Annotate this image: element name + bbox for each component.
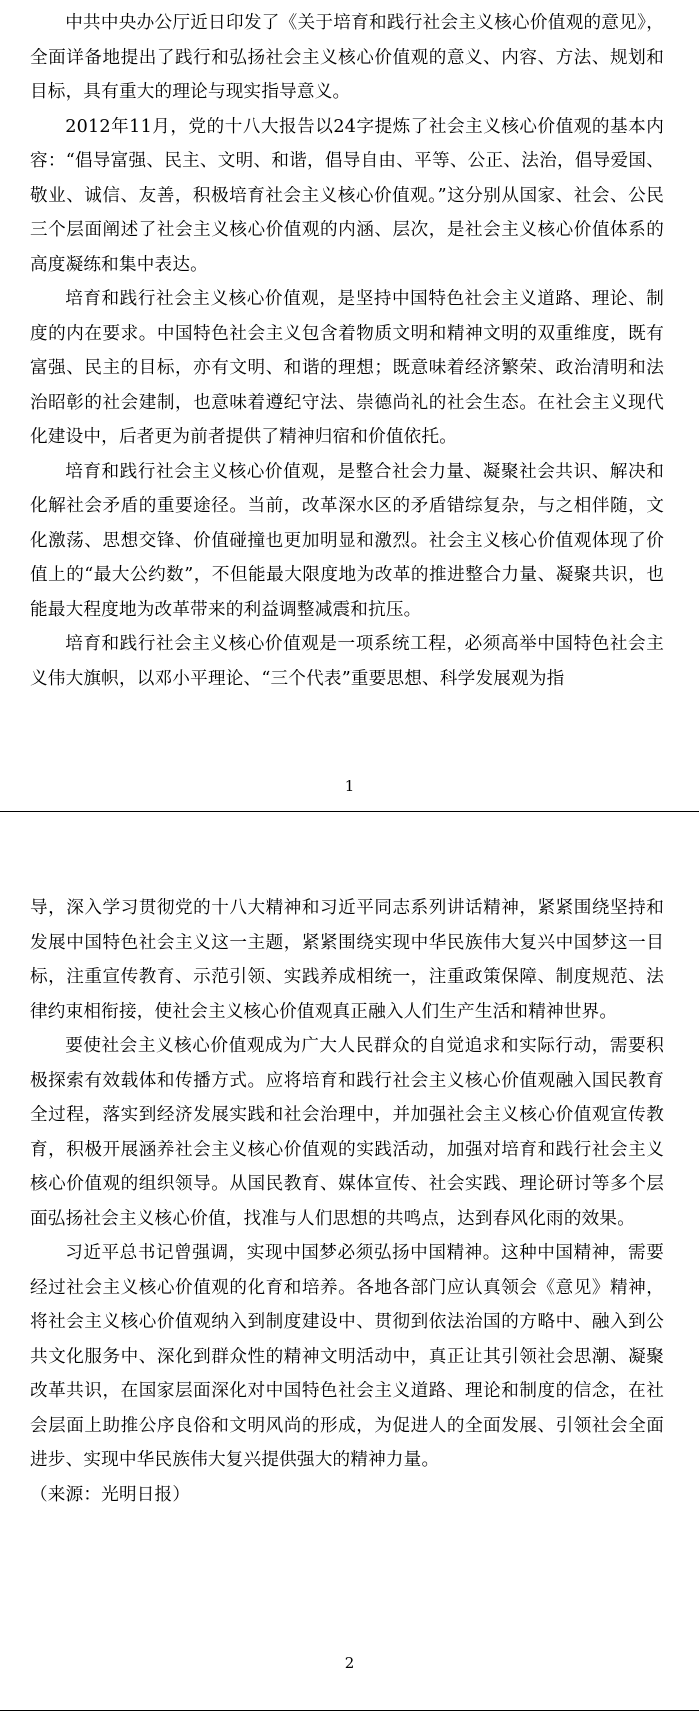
paragraph: 习近平总书记曾强调，实现中国梦必须弘扬中国精神。这种中国精神，需要经过社会主义核心价值观的化育和培养。各地各部门应认真领会《意见》精神，将社会主义核心价值观纳入到制度建设中、贯彻到依法治国的方略中、融入到公共文化服务中、深化到群众性的精神文明活动中，真正让其引领社会思潮、凝聚改革共识，在国家层面深化对中国特色社会主义道路、理论和制度的信念，在社会层面上助推公序良俗和文明风尚的形成，为促进人的全面发展、引领社会全面进步、实现中华民族伟大复兴提供强大的精神力量。 bbox=[30, 1243, 664, 1470]
page-number: 1 bbox=[344, 777, 355, 795]
page-divider bbox=[0, 1710, 699, 1711]
paragraph: 培育和践行社会主义核心价值观，是坚持中国特色社会主义道路、理论、制度的内在要求。中国特色社会主义包含着物质文明和精神文明的双重维度，既有富强、民主的目标，亦有文明、和谐的理想；既意味着经济繁荣、政治清明和法治昭彰的社会建制，也意味着遵纪守法、崇德尚礼的社会生态。在社会主义现代化建设中，后者更为前者提供了精神归宿和价值依托。 bbox=[30, 289, 664, 447]
paragraph: 2012年11月，党的十八大报告以24字提炼了社会主义核心价值观的基本内容：“倡导富强、民主、文明、和谐，倡导自由、平等、公正、法治，倡导爱国、敬业、诚信、友善，积极培育社会主义核心价值观。”这分别从国家、社会、公民三个层面阐述了社会主义核心价值观的内涵、层次，是社会主义核心价值体系的高度凝练和集中表达。 bbox=[30, 116, 664, 275]
paragraph: 中共中央办公厅近日印发了《关于培育和践行社会主义核心价值观的意见》，全面详备地提出了践行和弘扬社会主义核心价值观的意义、内容、方法、规划和目标，具有重大的理论与现实指导意义。 bbox=[30, 13, 664, 102]
paragraph: 培育和践行社会主义核心价值观是一项系统工程，必须高举中国特色社会主义伟大旗帜，以邓小平理论、“三个代表”重要思想、科学发展观为指 bbox=[30, 634, 664, 689]
page-1-body bbox=[30, 6, 664, 696]
source-line: （来源：光明日报） bbox=[30, 1484, 191, 1505]
paragraph-continuation: 导，深入学习贯彻党的十八大精神和习近平同志系列讲话精神，紧紧围绕坚持和发展中国特色社会主义这一主题，紧紧围绕实现中华民族伟大复兴中国梦这一目标，注重宣传教育、示范引领、实践养成相统一，注重政策保障、制度规范、法律约束相衔接，使社会主义核心价值观真正融入人们生产生活和精神世界。 bbox=[30, 898, 664, 1022]
document-page-1 bbox=[0, 0, 699, 815]
page-divider bbox=[0, 811, 699, 812]
page-2-body bbox=[30, 891, 664, 1512]
paragraph: 要使社会主义核心价值观成为广大人民群众的自觉追求和实际行动，需要积极探索有效载体和传播方式。应将培育和践行社会主义核心价值观融入国民教育全过程，落实到经济发展实践和社会治理中，并加强社会主义核心价值观宣传教育，积极开展涵养社会主义核心价值观的实践活动，加强对培育和践行社会主义核心价值观的组织领导。从国民教育、媒体宣传、社会实践、理论研讨等多个层面弘扬社会主义核心价值，找准与人们思想的共鸣点，达到春风化雨的效果。 bbox=[30, 1036, 664, 1229]
document-page-2 bbox=[0, 815, 699, 1722]
paragraph: 培育和践行社会主义核心价值观，是整合社会力量、凝聚社会共识、解决和化解社会矛盾的重要途径。当前，改革深水区的矛盾错综复杂，与之相伴随，文化激荡、思想交锋、价值碰撞也更加明显和激烈。社会主义核心价值观体现了价值上的“最大公约数”，不但能最大限度地为改革的推进整合力量、凝聚共识，也能最大程度地为改革带来的利益调整减震和抗压。 bbox=[30, 461, 664, 620]
page-number: 2 bbox=[344, 1654, 355, 1672]
